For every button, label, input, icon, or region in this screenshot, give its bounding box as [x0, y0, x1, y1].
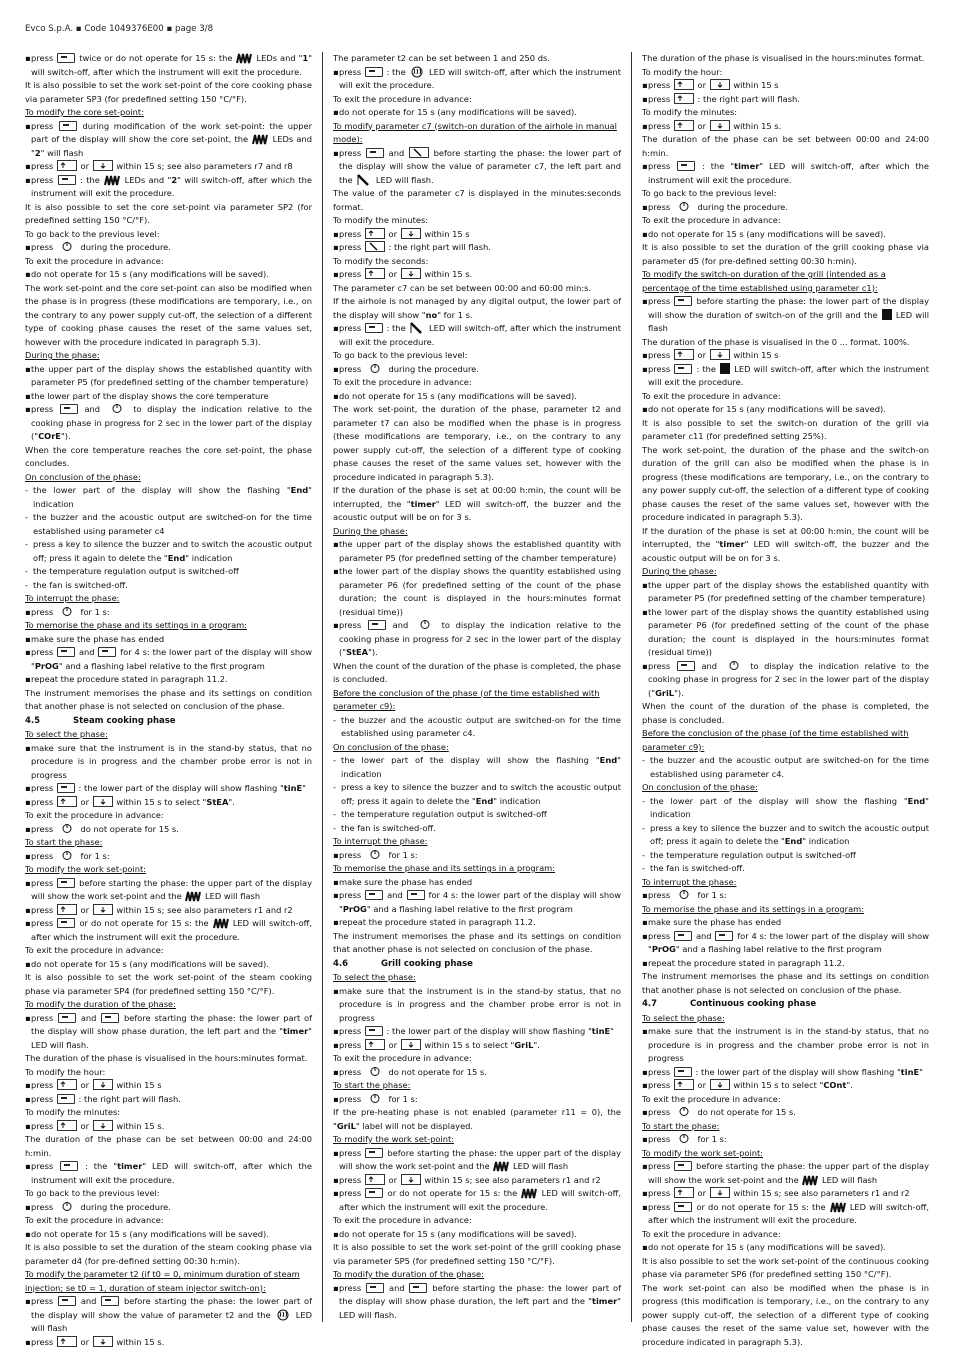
list-item: ▪ press and for 4 s: the lower part of the display will show "PrOG" and a flashing label relative to the first program — [642, 930, 929, 954]
paragraph: If the airhole is not managed by any digital output, the lower part of the display will show "no" for 1 s. — [333, 296, 621, 320]
paragraph: It is also possible to set the duration of the grill cooking phase via parameter d5 (for pre-defined setting 00:30 h:min). — [642, 242, 929, 266]
list-item: ▪ press do not operate for 15 s. — [333, 1066, 487, 1077]
list-item: ▪ press twice or do not operate for 15 s: the LEDs and "1" will switch-off, after which the instrument will exit the procedure. — [25, 53, 313, 77]
list-item: ▪ press or within 15 s to select "COnt". — [642, 1080, 853, 1090]
section-subheading: To memorise the phase and its settings in a program: — [642, 903, 865, 914]
paragraph: If the pre-heating phase is not enabled (parameter r11 = 0), the "GriL" label will not be displayed. — [333, 1107, 621, 1131]
section-subheading: To select the phase: — [25, 729, 108, 739]
list-item: ▪ press : the right part will flash. — [25, 1093, 181, 1104]
list-item: ▪ press : the LEDs and "2" will switch-off, after which the instrument will exit the procedure. — [25, 174, 313, 198]
paragraph: To exit the procedure in advance: — [333, 377, 472, 387]
list-item: ▪ press during the procedure. — [333, 363, 479, 374]
steam-icon — [275, 1309, 291, 1321]
paragraph: It is also possible to set the switch-on duration of the grill via parameter c11 (for predefined setting 25%). — [642, 417, 929, 441]
list-item: - press a key to silence the buzzer and to switch the acoustic output off; press it again to delete the "End" indication — [25, 539, 312, 563]
up-key-icon — [674, 349, 694, 360]
up-key-icon — [57, 904, 77, 915]
down-key-icon — [710, 79, 730, 90]
list-item: ▪ press and for 4 s: the lower part of the display will show "PrOG" and a flashing label relative to the first program — [25, 647, 312, 671]
up-key-icon — [57, 1120, 77, 1131]
onoff-key-icon — [674, 1106, 694, 1117]
set-key-icon — [674, 364, 692, 374]
set-key-icon — [59, 121, 77, 131]
list-item: ▪ press or within 15 s. — [25, 1120, 165, 1131]
list-item: ▪ press and before starting the phase: the lower part of the display will show the value of parameter c7, the left part and the LED will flash. — [333, 147, 622, 185]
paragraph: The value of the parameter c7 is displayed in the minutes:seconds format. — [333, 188, 621, 212]
paragraph: To go back to the previous level: — [25, 228, 160, 239]
list-item: ▪ press : the LED will switch-off, after which the instrument will exit the procedure. — [333, 66, 621, 90]
column-3 — [642, 52, 930, 1347]
list-item: ▪ the upper part of the display shows the established quantity with parameter P5 (for predefined setting of the chamber temperature) — [25, 363, 312, 387]
list-item: ▪ press or within 15 s to select "StEA". — [25, 796, 235, 807]
section-subheading: To interrupt the phase: — [25, 593, 120, 603]
set-key-icon — [365, 1148, 383, 1158]
page-header: Evco S.p.A. ▪ Code 1049376E00 ▪ page 3/8 — [25, 24, 214, 34]
paragraph: The duration of the phase is visualised in the hours:minutes format. — [642, 53, 925, 63]
onoff-key-icon — [107, 403, 127, 414]
paragraph: The parameter c7 can be set between 00:00 and 60:00 min:s. — [333, 282, 592, 293]
paragraph: The duration of the phase is visualised in the 0 ... format. 100%. — [642, 336, 910, 347]
paragraph: The work set-point can also be modified when the phase is in progress (this modification is temporary, i.e., on the contrary to any power supply cut-off, the selection of a different type of cooking phase causes the reset of the same value set, however with the procedure indicated in paragraph 5.3). — [642, 1282, 929, 1347]
list-item: ▪ press and before starting the phase: the lower part of the display will show phase duration, the left part and the "timer" LED will flash. — [25, 1012, 313, 1050]
up-key-icon — [57, 160, 77, 171]
heating-icon — [104, 174, 120, 186]
section-subheading: Before the conclusion of the phase (of the time established with parameter c9): — [333, 687, 600, 711]
paragraph: To exit the procedure in advance: — [333, 1053, 472, 1063]
set-key-icon — [365, 1188, 383, 1198]
up-key-icon — [674, 1187, 694, 1198]
list-item: ▪ press do not operate for 15 s. — [642, 1107, 796, 1117]
set-key-icon — [57, 878, 75, 888]
list-item: ▪ do not operate for 15 s (any modifications will be saved). — [25, 958, 269, 969]
paragraph: To go back to the previous level: — [25, 1188, 160, 1198]
list-item: ▪ press and before starting the phase: the lower part of the display will show the value of parameter t2 and the LED will flash — [25, 1296, 313, 1333]
set-key-icon — [58, 175, 76, 185]
paragraph: When the core temperature reaches the core set-point, the phase concludes. — [25, 444, 312, 468]
up-key-icon — [57, 1079, 77, 1090]
list-item: ▪ press or within 15 s; see also parameters r1 and r2 — [25, 904, 293, 915]
column-1 — [25, 52, 313, 1347]
paragraph: To exit the procedure in advance: — [25, 255, 164, 266]
list-item: - the temperature regulation output is switched-off — [642, 849, 856, 860]
down-key-icon — [401, 228, 421, 239]
set-key-icon — [674, 1161, 692, 1171]
section-subheading: Before the conclusion of the phase (of the time established with parameter c9): — [642, 728, 909, 752]
paragraph: The instrument memorises the phase and its settings on condition that another phase is not selected on conclusion of the phase. — [642, 971, 929, 995]
list-item: ▪ the lower part of the display shows the quantity established using parameter P6 (for predefined setting of the count of the phase duration; the count is displayed in the hours:minutes format (residual time)) — [642, 606, 929, 657]
list-item: ▪ repeat the procedure stated in paragraph 11.2. — [333, 917, 536, 927]
list-item: ▪ press or within 15 s. — [642, 120, 782, 131]
onoff-key-icon — [57, 823, 77, 834]
paragraph: To exit the procedure in advance: — [25, 945, 164, 955]
section-subheading: To start the phase: — [333, 1080, 411, 1090]
set-key-icon — [365, 323, 383, 333]
list-item: ▪ press for 1 s: — [333, 849, 418, 860]
onoff-key-icon — [365, 363, 385, 374]
steam-icon — [409, 66, 425, 78]
down-key-icon — [93, 1336, 113, 1347]
section-subheading: To select the phase: — [333, 972, 416, 982]
up-key-icon — [365, 1174, 385, 1185]
list-item: ▪ press or do not operate for 15 s: the LED will switch-off, after which the instrument will exit the procedure. — [25, 918, 313, 942]
list-item: ▪ do not operate for 15 s (any modifications will be saved). — [642, 1242, 886, 1252]
list-item: - the buzzer and the acoustic output are switched-on for the time established using parameter c4 — [25, 512, 312, 536]
paragraph: To exit the procedure in advance: — [642, 1093, 781, 1104]
up-key-icon — [674, 120, 694, 131]
heating-icon — [521, 1187, 537, 1199]
list-item: ▪ do not operate for 15 s (any modifications will be saved). — [642, 404, 886, 414]
set-key-icon — [365, 1026, 383, 1036]
list-item: ▪ do not operate for 15 s (any modifications will be saved). — [333, 107, 577, 117]
list-item: ▪ press : the right part will flash. — [333, 242, 491, 252]
paragraph: The instrument memorises the phase and its settings on condition that another phase is not selected on conclusion of the phase. — [25, 687, 312, 711]
paragraph: The instrument memorises the phase and its settings on condition that another phase is not selected on conclusion of the phase. — [333, 930, 621, 954]
list-item: ▪ repeat the procedure stated in paragraph 11.2. — [25, 674, 228, 684]
list-item: ▪ press or within 15 s; see also parameters r1 and r2 — [642, 1188, 910, 1198]
set-key-icon — [98, 647, 116, 657]
up-key-icon — [57, 1336, 77, 1347]
down-key-icon — [93, 1079, 113, 1090]
section-subheading: To modify the work set-point: — [25, 864, 147, 874]
list-item: ▪ the lower part of the display shows the quantity established using parameter P6 (for predefined setting of the count of the phase duration; the count is displayed in the hours:minutes format (residual time)) — [333, 566, 621, 617]
list-item: ▪ make sure the phase has ended — [333, 876, 473, 887]
list-item: ▪ the upper part of the display shows the established quantity with parameter P5 (for predefined setting of the chamber temperature) — [642, 579, 929, 603]
list-item: ▪ press for 1 s: — [642, 890, 727, 900]
paragraph: The parameter t2 can be set between 1 and 250 ds. — [333, 53, 550, 63]
paragraph: To modify the minutes: — [642, 107, 738, 117]
paragraph: The duration of the phase can be set between 00:00 and 24:00 h:min. — [25, 1134, 312, 1158]
list-item: - the fan is switched-off. — [333, 822, 436, 833]
list-item: ▪ do not operate for 15 s (any modifications will be saved). — [333, 1228, 577, 1239]
set-key-icon — [60, 1161, 78, 1171]
heating-icon — [252, 133, 268, 145]
paragraph: The work set-point, the duration of the phase and the switch-on duration of the grill can also be modified when the phase is in progress (these modifications are temporary, i.e., on the contrary to any power supply cut-off, the selection of a different type of cooking phase causes the reset of the same values set, however with the procedure indicated in paragraph 5.3). — [642, 444, 929, 522]
set-key-icon — [365, 67, 383, 77]
list-item: ▪ press : the lower part of the display will show flashing "tinE" — [642, 1066, 923, 1077]
heating-icon — [185, 890, 201, 902]
up-key-icon — [365, 228, 385, 239]
paragraph: To modify the seconds: — [333, 255, 429, 266]
list-item: ▪ press : the LED will switch-off, after which the instrument will exit the procedure. — [333, 323, 621, 347]
list-item: ▪ press during the procedure. — [25, 242, 171, 252]
paragraph: It is also possible to set the duration of the steam cooking phase via parameter d4 (for pre-defined setting 00:30 h:min). — [25, 1242, 312, 1266]
info-key-icon — [368, 620, 386, 630]
down-key-icon — [401, 1174, 421, 1185]
info-key-icon — [677, 661, 695, 671]
paragraph: To go back to the previous level: — [333, 350, 468, 360]
set-key-icon — [57, 53, 75, 63]
down-key-icon — [93, 904, 113, 915]
paragraph: To exit the procedure in advance: — [25, 1215, 164, 1225]
list-item: - the buzzer and the acoustic output are switched-on for the time established using parameter c4. — [333, 714, 621, 738]
list-item: ▪ press do not operate for 15 s. — [25, 823, 179, 834]
info-key-icon — [674, 296, 692, 306]
paragraph: To exit the procedure in advance: — [333, 1215, 472, 1225]
section-subheading: To select the phase: — [642, 1012, 725, 1023]
onoff-key-icon — [674, 1133, 694, 1144]
section-subheading: During the phase: — [333, 525, 408, 536]
list-item: ▪ make sure that the instrument is in the stand-by status, that no procedure is in progress and the chamber probe error is not in progress — [333, 985, 621, 1023]
list-item: ▪ do not operate for 15 s (any modifications will be saved). — [642, 228, 886, 239]
list-item: ▪ press or within 15 s. — [25, 1336, 165, 1347]
timer-key-icon — [409, 1283, 427, 1293]
set-key-icon — [366, 148, 384, 158]
down-key-icon — [401, 268, 421, 279]
section-subheading: To modify the core set-point: — [25, 107, 144, 117]
set-key-icon — [715, 931, 733, 941]
list-item: ▪ press or within 15 s — [642, 80, 779, 90]
list-item: ▪ press or within 15 s — [333, 228, 470, 239]
column-divider — [322, 52, 323, 1322]
section-heading: 4.5 Steam cooking phase — [25, 715, 176, 726]
paragraph: If the duration of the phase is set at 00:00 h:min, the count will be interrupted, the "timer" LED will switch-off, the buzzer and the acoustic output will be on for 3 s. — [333, 485, 621, 522]
list-item: ▪ press : the LED will switch-off, after which the instrument will exit the procedure. — [642, 363, 929, 387]
section-heading: 4.7 Continuous cooking phase — [642, 999, 817, 1009]
down-key-icon — [93, 1120, 113, 1131]
list-item: ▪ press : the "timer" LED will switch-off, after which the instrument will exit the procedure. — [642, 161, 929, 185]
list-item: ▪ press during the procedure. — [642, 201, 788, 212]
section-subheading: To modify parameter c7 (switch-on duration of the airhole in manual mode): — [333, 120, 617, 144]
list-item: ▪ press during the procedure. — [25, 1201, 171, 1212]
set-key-icon — [407, 890, 425, 900]
column-divider — [631, 52, 632, 1322]
list-item: ▪ press or within 15 s; see also parameters r1 and r2 — [333, 1174, 601, 1185]
up-key-icon — [365, 268, 385, 279]
list-item: ▪ press or do not operate for 15 s: the LED will switch-off, after which the instrument will exit the procedure. — [642, 1201, 930, 1225]
paragraph: If the duration of the phase is set at 00:00 h:min, the count will be interrupted, the "timer" LED will switch-off, the buzzer and the acoustic output will be on for 3 s. — [642, 525, 930, 563]
set-key-icon — [674, 1202, 692, 1212]
section-subheading: To modify the work set-point: — [333, 1134, 455, 1144]
heating-icon — [802, 1174, 818, 1186]
paragraph: To modify the minutes: — [333, 215, 429, 225]
paragraph: To modify the hour: — [25, 1066, 106, 1077]
section-heading: 4.6 Grill cooking phase — [333, 958, 473, 969]
info-key-icon — [60, 404, 78, 414]
grill-icon — [882, 309, 892, 320]
onoff-key-icon — [365, 849, 385, 860]
section-subheading: During the phase: — [25, 350, 100, 360]
set-key-icon — [58, 1013, 76, 1023]
list-item: ▪ press or do not operate for 15 s: the LED will switch-off, after which the instrument will exit the procedure. — [333, 1188, 622, 1212]
list-item: ▪ press or within 15 s; see also parameters r7 and r8 — [25, 161, 293, 171]
list-item: - the fan is switched-off. — [25, 579, 128, 590]
paragraph: It is also possible to set the work set-point of the grill cooking phase via parameter SP5 (for predefined setting 150 °C/°F). — [333, 1242, 621, 1266]
list-item: ▪ make sure that the instrument is in the stand-by status, that no procedure is in progress and the chamber probe error is not in progress — [642, 1026, 929, 1063]
airhole-key-icon — [365, 241, 385, 252]
list-item: ▪ make sure the phase has ended — [25, 633, 165, 644]
heating-icon — [830, 1201, 846, 1213]
list-item: ▪ press or within 15 s. — [333, 269, 473, 279]
down-key-icon — [710, 120, 730, 131]
paragraph: To modify the minutes: — [25, 1107, 121, 1117]
list-item: - the lower part of the display will show the flashing "End" indication — [642, 795, 929, 819]
list-item: ▪ press and before starting the phase: the lower part of the display will show phase duration, the left part and the "timer" LED will flash. — [333, 1282, 622, 1320]
list-item: ▪ press or within 15 s — [642, 350, 779, 360]
onoff-key-icon — [57, 241, 77, 252]
paragraph: It is also possible to set the work set-point of the continuous cooking phase via parameter SP6 (for predefined setting 150 °C/°F). — [642, 1255, 929, 1279]
paragraph: To exit the procedure in advance: — [642, 390, 781, 401]
list-item: ▪ press or within 15 s to select "GriL". — [333, 1039, 540, 1050]
list-item: ▪ the upper part of the display shows the established quantity with parameter P5 (for predefined setting of the chamber temperature) — [333, 539, 621, 563]
list-item: ▪ press for 1 s: — [25, 606, 110, 617]
airhole-icon — [356, 174, 372, 186]
list-item: - the temperature regulation output is switched-off — [25, 566, 239, 576]
onoff-key-icon — [57, 850, 77, 861]
up-key-icon — [674, 79, 694, 90]
up-key-icon — [365, 1039, 385, 1050]
list-item: ▪ make sure that the instrument is in the stand-by status, that no procedure is in progress and the chamber probe error is not in progress — [25, 742, 312, 780]
list-item: ▪ the lower part of the display shows the core temperature — [25, 390, 269, 401]
section-subheading: To interrupt the phase: — [642, 876, 737, 887]
paragraph: The duration of the phase is visualised in the hours:minutes format. — [25, 1053, 308, 1063]
section-subheading: On conclusion of the phase: — [333, 741, 449, 752]
onoff-key-icon — [365, 1093, 385, 1104]
paragraph: It is also possible to set the core set-point via parameter SP2 (for predefined setting 150 °C/°F). — [25, 201, 312, 225]
list-item: - the lower part of the display will show the flashing "End" indication — [25, 485, 312, 509]
set-key-icon — [57, 1094, 75, 1104]
section-subheading: To modify the parameter t2 (if t0 = 0, minimum duration of steam injection; se t0 = 1, duration of steam injector switch-on): — [25, 1269, 300, 1293]
set-key-icon — [674, 1067, 692, 1077]
list-item: ▪ press and for 4 s: the lower part of the display will show "PrOG" and a flashing label relative to the first program — [333, 890, 622, 914]
paragraph: To go back to the previous level: — [642, 188, 777, 198]
onoff-key-icon — [57, 1201, 77, 1212]
paragraph: To modify the hour: — [642, 66, 723, 77]
down-key-icon — [93, 796, 113, 807]
list-item: ▪ press for 1 s: — [25, 850, 110, 861]
section-subheading: On conclusion of the phase: — [642, 782, 758, 792]
airhole-key-icon — [409, 147, 429, 158]
section-subheading: To modify the switch-on duration of the grill (intended as a percentage of the time established using parameter c1): — [642, 269, 886, 293]
list-item: ▪ press before starting the phase: the upper part of the display will show the work set-point and the LED will flash — [333, 1147, 622, 1171]
list-item: ▪ press before starting the phase: the upper part of the display will show the work set-point and the LED will flash — [642, 1161, 929, 1185]
paragraph: To exit the procedure in advance: — [25, 810, 164, 820]
list-item: - press a key to silence the buzzer and to switch the acoustic output off; press it again to delete the "End" indication — [333, 782, 621, 806]
down-key-icon — [401, 1039, 421, 1050]
down-key-icon — [710, 1187, 730, 1198]
section-subheading: To interrupt the phase: — [333, 836, 428, 846]
paragraph: The work set-point and the core set-point can also be modified when the phase is in progress (these modifications are temporary, i.e., on the contrary to any power supply cut-off, the selection of a different type of cooking phase causes the reset of the same values set, however with the procedure indicated in paragraph 5.3). — [25, 282, 312, 347]
paragraph: When the count of the duration of the phase is completed, the phase is concluded. — [333, 660, 621, 684]
list-item: ▪ press : the right part will flash. — [642, 93, 800, 104]
list-item: ▪ press : the "timer" LED will switch-off, after which the instrument will exit the procedure. — [25, 1161, 312, 1185]
list-item: ▪ make sure the phase has ended — [642, 917, 782, 927]
set-key-icon — [677, 161, 695, 171]
section-subheading: On conclusion of the phase: — [25, 471, 141, 482]
up-key-icon — [57, 796, 77, 807]
grill-icon — [720, 363, 730, 374]
down-key-icon — [710, 1079, 730, 1090]
onoff-key-icon — [674, 889, 694, 900]
paragraph: It is also possible to set the work set-point of the steam cooking phase via parameter SP4 (for predefined setting 150 °C/°F). — [25, 972, 312, 996]
set-key-icon — [58, 1296, 76, 1306]
list-item: ▪ do not operate for 15 s (any modifications will be saved). — [25, 269, 269, 279]
down-key-icon — [93, 160, 113, 171]
column-2 — [333, 52, 621, 1322]
onoff-key-icon — [415, 619, 435, 630]
section-subheading: To memorise the phase and its settings in a program: — [333, 863, 556, 873]
list-item: - the fan is switched-off. — [642, 863, 745, 873]
paragraph: It is also possible to set the work set-point of the core cooking phase via parameter SP3 (for predefined setting 150 °C/°F). — [25, 80, 312, 104]
info-key-icon — [57, 647, 75, 657]
info-key-icon — [365, 890, 383, 900]
paragraph: To exit the procedure in advance: — [333, 93, 472, 104]
section-subheading: To modify the duration of the phase: — [333, 1269, 484, 1279]
paragraph: The duration of the phase can be set between 00:00 and 24:00 h:min. — [642, 134, 929, 158]
onoff-key-icon — [365, 1066, 385, 1077]
onoff-key-icon — [57, 606, 77, 617]
info-key-icon — [674, 931, 692, 941]
section-subheading: To start the phase: — [25, 837, 103, 847]
paragraph: The work set-point, the duration of the phase, parameter t2 and parameter t7 can also be modified when the phase is in progress (these modifications are temporary, i.e., on the contrary to any power supply cut-off, the selection of a different type of cooking phase causes the reset of the same values set, however with the procedure indicated in paragraph 5.3). — [333, 404, 621, 482]
up-key-icon — [674, 93, 694, 104]
onoff-key-icon — [674, 201, 694, 212]
list-item: - the lower part of the display will show the flashing "End" indication — [333, 755, 621, 779]
paragraph: When the count of the duration of the phase is completed, the phase is concluded. — [642, 701, 929, 725]
paragraph: To exit the procedure in advance: — [642, 215, 781, 225]
list-item: ▪ press before starting the phase: the upper part of the display will show the work set-point and the LED will flash — [25, 877, 312, 901]
list-item: - the buzzer and the acoustic output are switched-on for the time established using parameter c4. — [642, 755, 929, 779]
list-item: - the temperature regulation output is switched-off — [333, 809, 547, 819]
list-item: ▪ press : the lower part of the display will show flashing "tinE" — [333, 1026, 614, 1036]
list-item: ▪ do not operate for 15 s (any modifications will be saved). — [25, 1228, 269, 1239]
list-item: - press a key to silence the buzzer and to switch the acoustic output off; press it again to delete the "End" indication — [642, 822, 929, 846]
list-item: ▪ press : the lower part of the display will show flashing "tinE" — [25, 783, 306, 793]
section-subheading: To start the phase: — [642, 1120, 720, 1131]
set-key-icon — [57, 918, 75, 928]
set-key-icon — [366, 1283, 384, 1293]
list-item: ▪ press for 1 s: — [333, 1093, 418, 1104]
section-subheading: To modify the duration of the phase: — [25, 999, 176, 1009]
heating-icon — [493, 1160, 509, 1172]
list-item: ▪ press and to display the indication relative to the cooking phase in progress for 2 sec in the lower part of the display ("COrE"). — [25, 404, 313, 441]
airhole-icon — [409, 322, 425, 334]
list-item: ▪ press or within 15 s — [25, 1080, 162, 1090]
list-item: ▪ press before starting the phase: the lower part of the display will show the duration of switch-on of the grill and the LED will flash — [642, 296, 930, 333]
timer-key-icon — [101, 1296, 119, 1306]
list-item: ▪ press and to display the indication relative to the cooking phase in progress for 2 sec in the lower part of the display ("GriL"). — [642, 660, 930, 698]
list-item: ▪ repeat the procedure stated in paragraph 11.2. — [642, 957, 845, 968]
down-key-icon — [710, 349, 730, 360]
paragraph: To exit the procedure in advance: — [642, 1228, 781, 1239]
onoff-key-icon — [724, 660, 744, 671]
timer-key-icon — [101, 1013, 119, 1023]
list-item: ▪ press for 1 s: — [642, 1134, 727, 1144]
heating-icon — [213, 917, 229, 929]
list-item: ▪ press during modification of the work set-point: the upper part of the display will show the core set-point, the LEDs and "2" will flash — [25, 120, 313, 158]
heating-icon — [236, 52, 252, 64]
set-key-icon — [57, 783, 75, 793]
list-item: ▪ do not operate for 15 s (any modifications will be saved). — [333, 390, 577, 401]
section-subheading: During the phase: — [642, 566, 717, 576]
section-subheading: To memorise the phase and its settings in a program: — [25, 620, 248, 630]
up-key-icon — [674, 1079, 694, 1090]
section-subheading: To modify the work set-point: — [642, 1147, 764, 1158]
list-item: ▪ press and to display the indication relative to the cooking phase in progress for 2 sec in the lower part of the display ("StEA"). — [333, 620, 622, 657]
